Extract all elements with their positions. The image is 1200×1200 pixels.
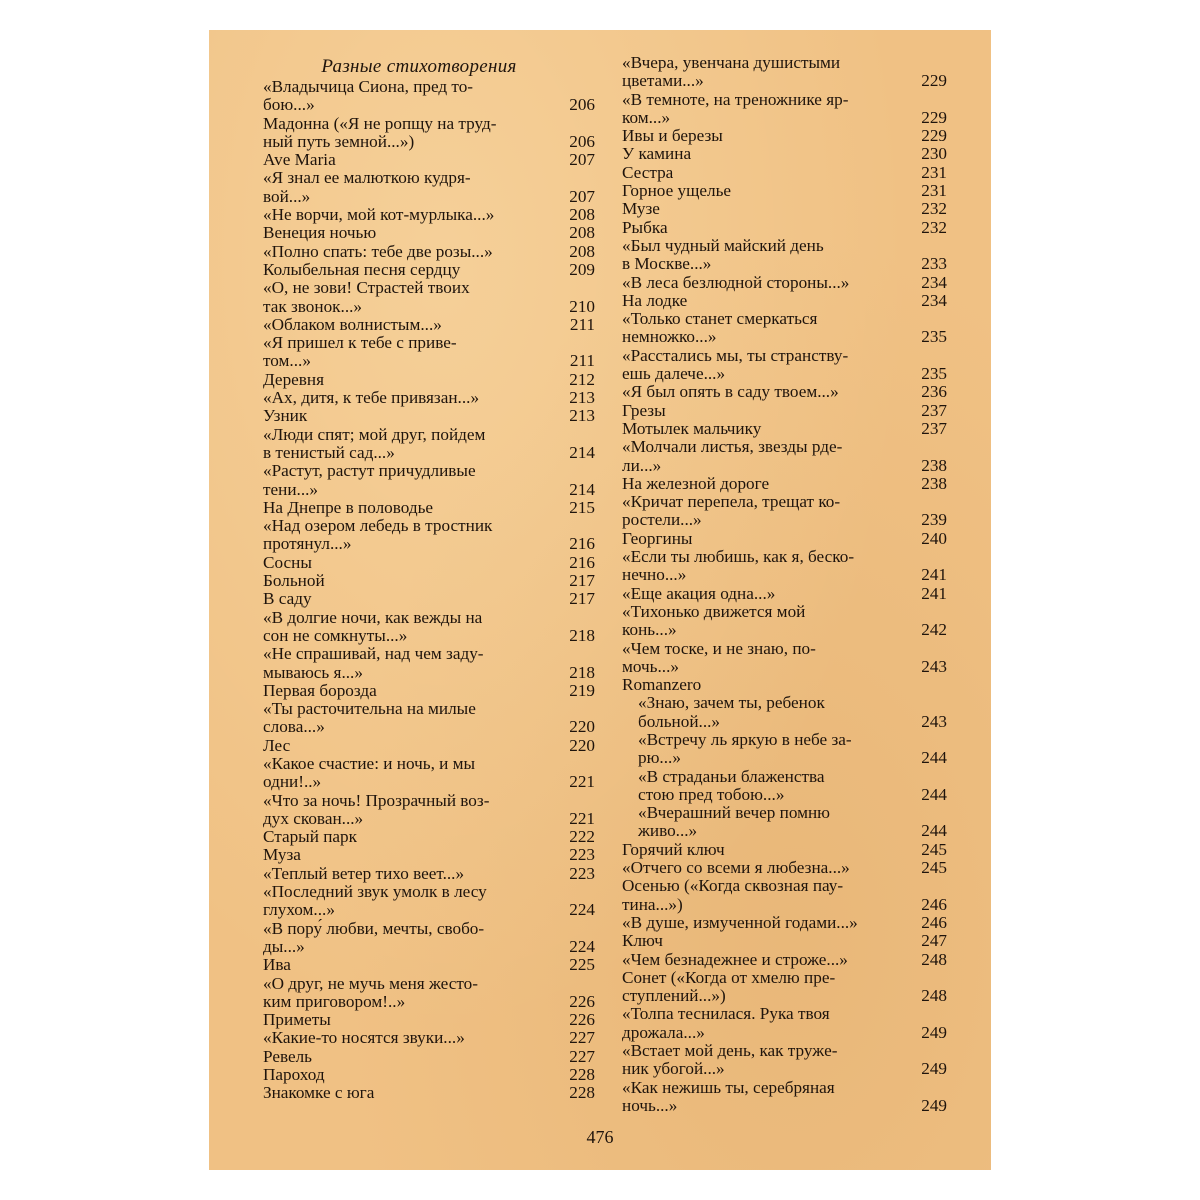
toc-entry-page: 208	[569, 223, 595, 243]
toc-entry-page: 241	[921, 583, 947, 603]
toc-entry-page: 209	[569, 259, 595, 279]
toc-entry	[263, 1029, 595, 1047]
toc-entry-title: На Днепре в половодье	[263, 497, 434, 517]
toc-entry-page: 223	[569, 845, 595, 865]
toc-entry-title: «Растут, растут причудливые тени...»	[263, 461, 476, 499]
toc-entry-page: 217	[569, 589, 595, 609]
toc-entry-page: 229	[921, 107, 947, 127]
toc-entry-page: 230	[921, 144, 947, 164]
toc-entry	[622, 548, 947, 585]
toc-entry-title: Узник	[263, 406, 308, 426]
toc-entry	[263, 572, 595, 590]
toc-entry-title: Ива	[263, 955, 291, 975]
toc-entry-title: Горячий ключ	[622, 839, 725, 859]
toc-entry	[263, 169, 595, 206]
toc-entry-title: «Не ворчи, мой кот-мурлыка...»	[263, 205, 495, 225]
toc-entry	[622, 951, 947, 969]
toc-entry	[622, 237, 947, 274]
toc-entry-page: 237	[921, 418, 947, 438]
toc-entry-title: «Если ты любишь, как я, беско- нечно...»	[622, 547, 855, 585]
toc-entry-title: Венеция ночью	[263, 223, 377, 243]
toc-entry	[622, 310, 947, 347]
toc-entry	[622, 585, 947, 603]
toc-list-left	[263, 78, 595, 1103]
toc-entry-title: Осенью («Когда сквозная пау- тина...»)	[622, 876, 844, 914]
toc-entry-page: 249	[921, 1022, 947, 1042]
toc-entry	[263, 243, 595, 261]
toc-entry	[622, 731, 947, 768]
toc-entry-page: 240	[921, 528, 947, 548]
toc-entry-page: 208	[569, 205, 595, 225]
toc-entry-title: Мадонна («Я не ропщу на труд- ный путь земной...»)	[263, 113, 497, 151]
toc-entry-title: «Встает мой день, как тружe- ник убогой...»	[622, 1041, 838, 1079]
toc-entry	[622, 438, 947, 475]
toc-entry-title: Муза	[263, 845, 301, 865]
toc-entry	[263, 224, 595, 242]
toc-entry	[622, 1005, 947, 1042]
toc-entry-title: «Чем тоске, и не знаю, по- мочь...»	[622, 638, 816, 676]
toc-entry	[263, 389, 595, 407]
toc-entry-title: «Ты расточительна на милые слова...»	[263, 699, 476, 737]
toc-entry	[263, 846, 595, 864]
toc-entry	[263, 499, 595, 517]
toc-entry-title: Сестра	[622, 162, 674, 182]
toc-entry	[263, 682, 595, 700]
toc-entry-title: Музе	[622, 199, 660, 219]
toc-entry	[622, 914, 947, 932]
toc-entry-title: Георгины	[622, 528, 693, 548]
toc-entry-page: 243	[921, 656, 947, 676]
toc-entry	[622, 182, 947, 200]
toc-entry-title: «Толпа теснилася. Рука твоя дрожала...»	[622, 1004, 830, 1042]
toc-entry-title: Ключ	[622, 931, 663, 951]
toc-entry-page: 208	[569, 241, 595, 261]
toc-entry-page: 228	[569, 1083, 595, 1103]
toc-entry-page: 215	[569, 497, 595, 517]
toc-entry-title: «Я знал ее малюткою кудря- вой...»	[263, 168, 471, 206]
toc-entry	[263, 975, 595, 1012]
toc-entry	[622, 383, 947, 401]
toc-entry	[622, 640, 947, 677]
toc-entry	[263, 426, 595, 463]
toc-entry-title: Рыбка	[622, 217, 668, 237]
toc-entry	[263, 371, 595, 389]
toc-entry-page: 223	[569, 863, 595, 883]
toc-entry-title: «Над озером лебедь в тростник протянул...»	[263, 516, 493, 554]
toc-entry	[263, 737, 595, 755]
toc-entry-title: Грезы	[622, 400, 666, 420]
toc-entry	[622, 475, 947, 493]
toc-entry-page: 225	[569, 955, 595, 975]
toc-entry-title: На лодке	[622, 290, 688, 310]
toc-entry	[622, 219, 947, 237]
toc-entry	[622, 274, 947, 292]
toc-entry-title: «Кричат перепела, трещат ко- ростели...»	[622, 492, 841, 530]
toc-entry	[622, 1079, 947, 1116]
toc-entry-page: 242	[921, 620, 947, 640]
toc-entry-page: 243	[921, 711, 947, 731]
toc-entry-page: 210	[569, 296, 595, 316]
toc-entry-title: Сосны	[263, 552, 312, 572]
toc-entry	[622, 877, 947, 914]
toc-entry-page: 241	[921, 565, 947, 585]
toc-entry-page: 238	[921, 455, 947, 475]
toc-entry	[263, 883, 595, 920]
toc-entry-page: 229	[921, 71, 947, 91]
toc-entry-title: В саду	[263, 589, 312, 609]
toc-entry-page: 231	[921, 162, 947, 182]
toc-entry	[263, 1066, 595, 1084]
toc-entry-page: 228	[569, 1065, 595, 1085]
toc-entry-page: 218	[569, 625, 595, 645]
toc-entry	[622, 694, 947, 731]
toc-entry-page: 211	[569, 351, 595, 371]
toc-entry-title: «Ах, дитя, к тебе привязан...»	[263, 388, 480, 408]
toc-entry-page: 212	[569, 369, 595, 389]
toc-entry-title: У камина	[622, 144, 692, 164]
toc-entry-page: 237	[921, 400, 947, 420]
toc-entry	[263, 865, 595, 883]
toc-entry-page: 207	[569, 186, 595, 206]
toc-entry-page: 221	[569, 808, 595, 828]
toc-entry-title: «В леса безлюдной стороны...»	[622, 272, 850, 292]
toc-entry-title: «О друг, не мучь меня жесто- ким приговором!..»	[263, 973, 478, 1011]
toc-entry-title: Мотылек мальчику	[622, 418, 762, 438]
toc-entry-page: 216	[569, 552, 595, 572]
toc-entry-title: Колыбельная песня сердцу	[263, 259, 461, 279]
toc-entry-page: 233	[921, 254, 947, 274]
toc-entry-title: Ревель	[263, 1046, 313, 1066]
toc-entry-page: 249	[921, 1095, 947, 1115]
toc-entry-title: «Еще акация одна...»	[622, 583, 776, 603]
toc-entry-page: 206	[569, 131, 595, 151]
toc-entry-title: Сонет («Когда от хмелю пре- ступлений...»)	[622, 967, 836, 1006]
toc-entry-page: 232	[921, 199, 947, 219]
toc-entry	[263, 462, 595, 499]
toc-entry-page: 206	[569, 95, 595, 115]
toc-entry-title: «Чем безнадежнее и строже...»	[622, 949, 848, 969]
toc-entry	[263, 1084, 595, 1102]
toc-entry-title: Приметы	[263, 1010, 331, 1030]
toc-entry-title: «Что за ночь! Прозрачный воз- дух скован...»	[263, 790, 490, 828]
toc-entry-page: 221	[569, 772, 595, 792]
toc-entry-page: 224	[569, 936, 595, 956]
toc-entry-title: На железной дороге	[622, 473, 770, 493]
toc-entry	[622, 493, 947, 530]
toc-entry-title: Знакомке с юга	[263, 1083, 375, 1103]
toc-entry	[263, 609, 595, 646]
toc-column-right	[622, 54, 947, 1115]
toc-entry-page: 232	[921, 217, 947, 237]
page-number: 476	[586, 1127, 614, 1147]
toc-entry-page: 248	[921, 986, 947, 1006]
book-page	[209, 30, 991, 1170]
toc-entry	[263, 1048, 595, 1066]
toc-entry-page: 247	[921, 931, 947, 951]
toc-entry	[263, 956, 595, 974]
toc-entry-page: 244	[921, 748, 947, 768]
toc-entry-title: Ивы и березы	[622, 126, 723, 146]
toc-entry-page: 231	[921, 181, 947, 201]
toc-entry-page: 248	[921, 949, 947, 969]
toc-entry-page: 245	[921, 839, 947, 859]
toc-entry-page: 246	[921, 912, 947, 932]
toc-entry-title: «Встречу ль яркую в небе за- рю...»	[638, 729, 852, 768]
toc-entry	[263, 78, 595, 115]
toc-entry	[622, 676, 947, 694]
toc-entry-title: «Знаю, зачем ты, ребенок больной...»	[638, 693, 825, 731]
toc-entry-title: «Отчего со всеми я любезна...»	[622, 858, 850, 878]
toc-entry	[622, 127, 947, 145]
toc-entry-title: Пароход	[263, 1065, 325, 1085]
toc-list-right	[622, 54, 947, 1115]
toc-entry-title: Лес	[263, 735, 291, 755]
toc-entry	[622, 420, 947, 438]
toc-entry	[622, 859, 947, 877]
toc-entry-title: «Молчали листья, звезды рде- ли...»	[622, 437, 843, 475]
toc-entry-title: «В долгие ночи, как вежды на сон не сомкнуты...»	[263, 607, 483, 645]
toc-entry-page: 216	[569, 534, 595, 554]
toc-entry-title: «Я пришел к тебе с приве- том...»	[263, 333, 457, 371]
toc-entry	[263, 1011, 595, 1029]
toc-entry-title: «Тихонько движется мой конь...»	[622, 601, 806, 640]
toc-entry-page: 222	[569, 827, 595, 847]
toc-entry-page: 213	[569, 388, 595, 408]
toc-entry-title: «Теплый ветер тихо веет...»	[263, 863, 465, 883]
toc-entry-title: «В страданьи блаженства стою пред тобою...»	[638, 766, 825, 804]
toc-entry-page: 246	[921, 894, 947, 914]
toc-entry	[263, 261, 595, 279]
toc-entry	[622, 292, 947, 310]
toc-entry-page: 239	[921, 510, 947, 530]
toc-entry	[263, 828, 595, 846]
toc-entry-page: 218	[569, 662, 595, 682]
toc-entry-title: «Расстались мы, ты странству- ешь далече...»	[622, 345, 849, 384]
toc-entry	[263, 316, 595, 334]
toc-entry	[622, 1042, 947, 1079]
toc-entry	[622, 768, 947, 805]
toc-entry	[622, 145, 947, 163]
toc-entry-page: 238	[921, 473, 947, 493]
toc-entry-title: «Владычица Сиона, пред то- бою...»	[263, 77, 474, 115]
toc-entry-page: 219	[569, 680, 595, 700]
toc-entry	[622, 530, 947, 548]
toc-entry-page: 224	[569, 900, 595, 920]
toc-entry-page: 226	[569, 991, 595, 1011]
toc-entry-title: «О, не зови! Страстей твоих так звонок...»	[263, 278, 470, 316]
toc-entry	[263, 279, 595, 316]
toc-entry-page: 229	[921, 126, 947, 146]
toc-entry	[263, 115, 595, 152]
section-title: Разные стихотворения	[321, 56, 517, 77]
toc-entry	[263, 645, 595, 682]
toc-entry-page: 227	[569, 1046, 595, 1066]
toc-entry	[263, 407, 595, 425]
toc-entry	[263, 755, 595, 792]
toc-entry-title: «В душе, измученной годами...»	[622, 912, 858, 932]
toc-entry-page: 245	[921, 858, 947, 878]
toc-entry	[622, 402, 947, 420]
toc-entry-title: Старый парк	[263, 827, 357, 847]
toc-entry-page: 226	[569, 1010, 595, 1030]
toc-entry-page: 234	[921, 272, 947, 292]
toc-entry-title: «Вчерашний вечер помню живо...»	[638, 803, 831, 841]
toc-entry	[622, 603, 947, 640]
toc-entry-title: Ave Maria	[263, 150, 336, 170]
toc-entry-title: «Не спрашивай, над чем заду- мываюсь я...»	[263, 644, 484, 682]
toc-entry-title: «Как нежишь ты, серебряная ночь...»	[622, 1077, 835, 1115]
toc-entry-page: 244	[921, 784, 947, 804]
toc-entry-page: 217	[569, 571, 595, 591]
toc-entry	[263, 700, 595, 737]
toc-entry-title: «Люди спят; мой друг, пойдем в тенистый сад...»	[263, 424, 486, 462]
toc-entry-page: 214	[569, 442, 595, 462]
toc-entry-title: Первая борозда	[263, 680, 377, 700]
toc-entry	[263, 590, 595, 608]
toc-entry	[263, 334, 595, 371]
toc-entry	[622, 347, 947, 384]
toc-entry	[622, 969, 947, 1006]
toc-entry	[263, 206, 595, 224]
toc-entry	[622, 91, 947, 128]
toc-entry-title: Больной	[263, 571, 325, 591]
toc-entry-page: 214	[569, 479, 595, 499]
toc-entry	[622, 804, 947, 841]
toc-entry-page: 249	[921, 1059, 947, 1079]
toc-entry-title: Деревня	[263, 369, 325, 389]
toc-entry-title: Romanzero	[622, 675, 702, 695]
toc-entry-title: «Только станет смеркаться немножко...»	[622, 309, 818, 347]
toc-entry-page: 213	[569, 406, 595, 426]
toc-entry-page: 220	[569, 735, 595, 755]
toc-entry-page: 220	[569, 717, 595, 737]
toc-entry-title: Горное ущелье	[622, 181, 732, 201]
toc-entry-page: 211	[569, 314, 595, 334]
toc-entry-title: «Полно спать: тебе две розы...»	[263, 241, 493, 261]
toc-entry-title: «Я был опять в саду твоем...»	[622, 382, 839, 402]
toc-entry-title: «Последний звук умолк в лесу глухом...»	[263, 882, 487, 920]
toc-entry	[263, 517, 595, 554]
toc-entry	[622, 164, 947, 182]
toc-entry-page: 235	[921, 327, 947, 347]
toc-entry-page: 234	[921, 290, 947, 310]
toc-entry-title: «Какие-то носятся звуки...»	[263, 1028, 465, 1048]
toc-entry	[622, 841, 947, 859]
toc-entry	[622, 932, 947, 950]
toc-entry-page: 227	[569, 1028, 595, 1048]
toc-entry-title: «В пору́ любви, мечты, свобо- ды...»	[263, 918, 485, 956]
toc-entry-page: 207	[569, 150, 595, 170]
toc-entry-title: «Вчера, увенчана душистыми цветами...»	[622, 53, 841, 91]
toc-entry-title: «В темноте, на треножнике яр- ком...»	[622, 89, 849, 127]
toc-entry-page: 244	[921, 821, 947, 841]
toc-entry	[263, 151, 595, 169]
toc-entry-title: «Какое счастие: и ночь, и мы одни!..»	[263, 753, 476, 792]
toc-entry-title: «Облаком волнистым...»	[263, 314, 442, 334]
toc-column-left	[263, 54, 595, 1103]
toc-entry	[263, 554, 595, 572]
toc-entry	[622, 200, 947, 218]
toc-entry-page: 236	[921, 382, 947, 402]
toc-entry	[263, 920, 595, 957]
toc-entry-title: «Был чудный майский день в Москве...»	[622, 235, 824, 274]
toc-entry	[263, 792, 595, 829]
toc-entry-page: 235	[921, 364, 947, 384]
toc-entry	[622, 54, 947, 91]
